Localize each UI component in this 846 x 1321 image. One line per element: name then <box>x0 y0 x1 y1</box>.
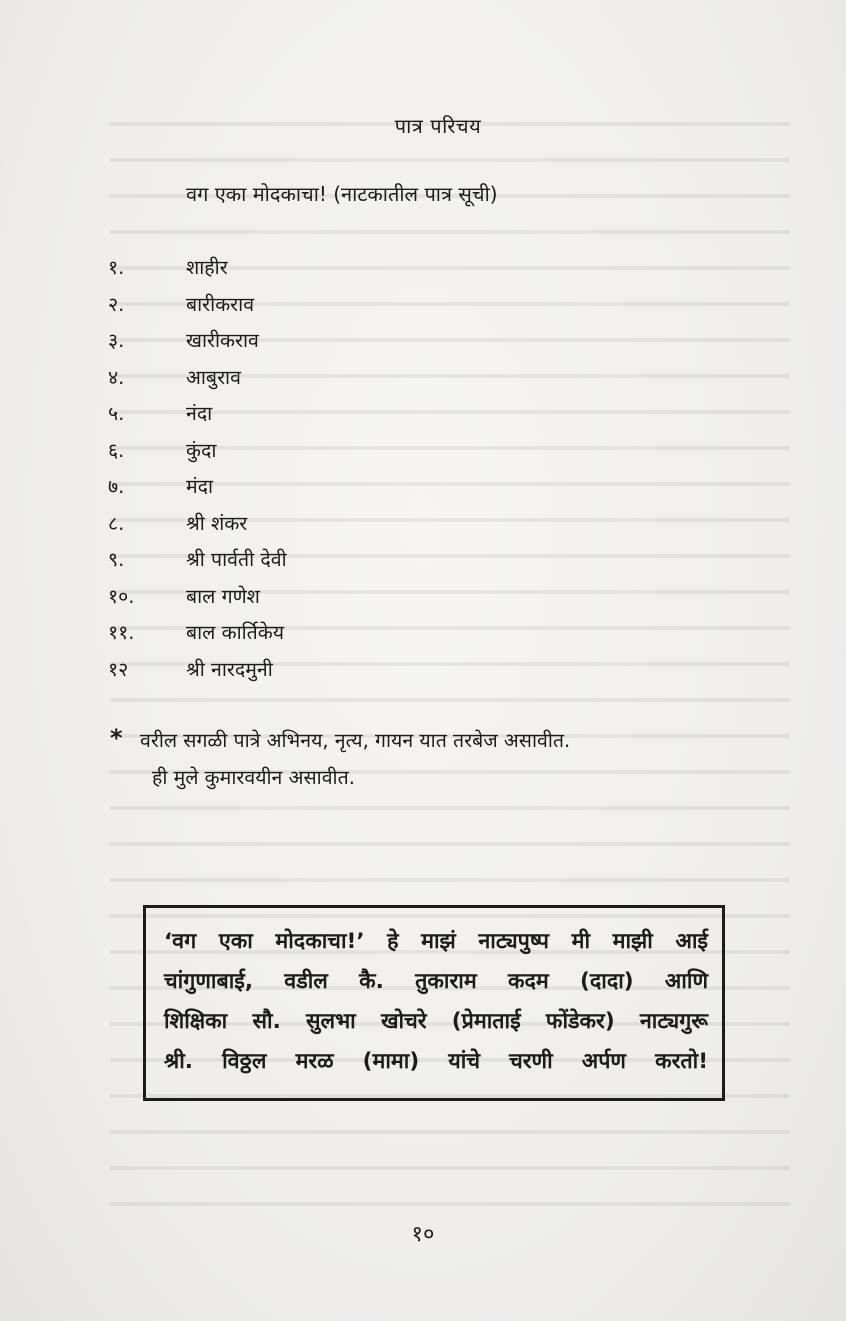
cast-number: १२ <box>108 657 129 681</box>
cast-name: बारीकराव <box>186 292 255 316</box>
cast-name: श्री पार्वती देवी <box>186 548 287 571</box>
cast-name: शाहीर <box>186 256 228 279</box>
cast-number: ९. <box>108 548 125 571</box>
dedication-line: श्री. विठ्ठल मरळ (मामा) यांचे चरणी अर्पण करतो! <box>164 1049 708 1074</box>
dedication-line: ‘वग एका मोदकाचा!’ हे माझं नाट्यपुष्प मी माझी आई <box>164 929 708 954</box>
cast-name: नंदा <box>186 402 213 425</box>
page-number: १० <box>411 1222 435 1247</box>
cast-number: १. <box>108 256 125 279</box>
note-line: वरील सगळी पात्रे अभिनय, नृत्य, गायन यात तरबेज असावीत. <box>140 729 571 752</box>
page-title: पात्र परिचय <box>394 114 482 138</box>
cast-number: ७. <box>108 475 125 498</box>
dedication-box <box>143 905 725 1101</box>
cast-name: कुंदा <box>186 438 217 462</box>
cast-number: ४. <box>108 365 125 389</box>
cast-number: १०. <box>108 584 135 608</box>
cast-number: ११. <box>108 621 135 644</box>
cast-name: आबुराव <box>186 365 241 389</box>
cast-number: २. <box>108 292 125 316</box>
cast-name: श्री शंकर <box>186 511 248 535</box>
cast-name: बाल कार्तिकेय <box>186 621 285 644</box>
dedication-line: शिक्षिका सौ. सुलभा खोचरे (प्रेमाताई फोंडेकर) नाट्यगुरू <box>164 1009 708 1034</box>
asterisk-icon: * <box>110 724 123 752</box>
dedication-line: चांगुणाबाई, वडील कै. तुकाराम कदम (दादा) आणि <box>164 969 708 994</box>
cast-number: ३. <box>108 329 125 352</box>
cast-number: ८. <box>108 511 125 535</box>
cast-name: मंदा <box>186 475 214 498</box>
note-line: ही मुले कुमारवयीन असावीत. <box>152 766 355 789</box>
cast-number: ६. <box>108 438 125 462</box>
cast-name: खारीकराव <box>186 329 259 352</box>
cast-number: ५. <box>108 402 125 425</box>
play-subtitle: वग एका मोदकाचा! (नाटकातील पात्र सूची) <box>186 182 498 206</box>
cast-name: बाल गणेश <box>186 584 260 608</box>
cast-name: श्री नारदमुनी <box>186 657 273 681</box>
